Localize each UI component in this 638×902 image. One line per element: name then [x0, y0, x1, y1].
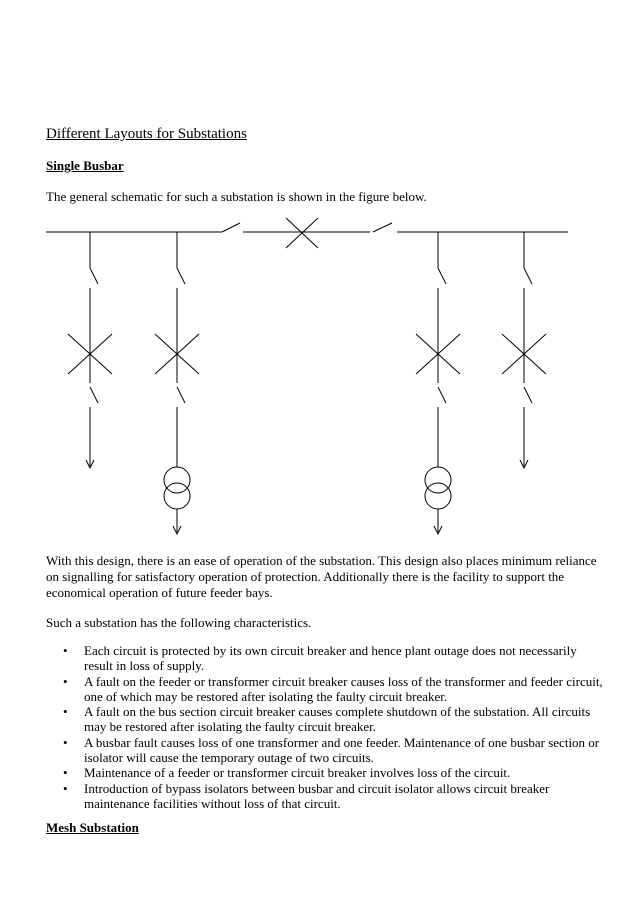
- bullet-icon: •: [63, 673, 68, 689]
- feeder-bay-4: [502, 232, 546, 468]
- list-item: • Introduction of bypass isolators between busbar and circuit isolator allows circuit breaker maintenance facilities without loss of that circuit.: [63, 780, 550, 811]
- document-title: Different Layouts for Substations: [46, 126, 247, 142]
- list-item: • A busbar fault causes loss of one transformer and one feeder. Maintenance of one busbar section or isolator will cause the temporary outage of two circuits.: [63, 734, 600, 766]
- feeder-bay-1: [68, 232, 112, 468]
- section-heading-single-busbar: Single Busbar: [46, 158, 124, 173]
- list-item: • A fault on the bus section circuit breaker causes complete shutdown of the substation. All circuits may be restored after isolating the faulty circuit breaker.: [63, 704, 591, 735]
- list-item: • Maintenance of a feeder or transformer circuit breaker involves loss of the circuit.: [63, 765, 511, 781]
- list-item: • A fault on the feeder or transformer circuit breaker causes loss of the transformer and feeder circuit, one of which may be restored after isolating the faulty circuit breaker.: [63, 673, 603, 704]
- transformer-bay-3: [416, 232, 460, 534]
- bullet-icon: •: [63, 704, 68, 720]
- bullet-icon: •: [63, 643, 68, 658]
- intro-text: The general schematic for such a substation is shown in the figure below.: [46, 189, 427, 204]
- section-heading-mesh-substation: Mesh Substation: [46, 820, 139, 835]
- bullet-icon: •: [63, 734, 68, 750]
- characteristics-list: [46, 643, 606, 811]
- design-paragraph: With this design, there is an ease of operation of the substation. This design also places minimum reliance on signalling for satisfactory operation of protection. Additionally there is the facility to support the economical operation of future feeder bays.: [46, 553, 597, 600]
- bullet-icon: •: [63, 780, 68, 796]
- bus-isolator-left: [222, 223, 240, 232]
- list-item: • Each circuit is protected by its own circuit breaker and hence plant outage does not necessarily result in loss of supply.: [63, 643, 577, 674]
- bus-isolator-right: [373, 223, 392, 232]
- characteristics-intro: Such a substation has the following characteristics.: [46, 615, 312, 630]
- bullet-icon: •: [63, 765, 68, 781]
- transformer-bay-2: [155, 232, 199, 534]
